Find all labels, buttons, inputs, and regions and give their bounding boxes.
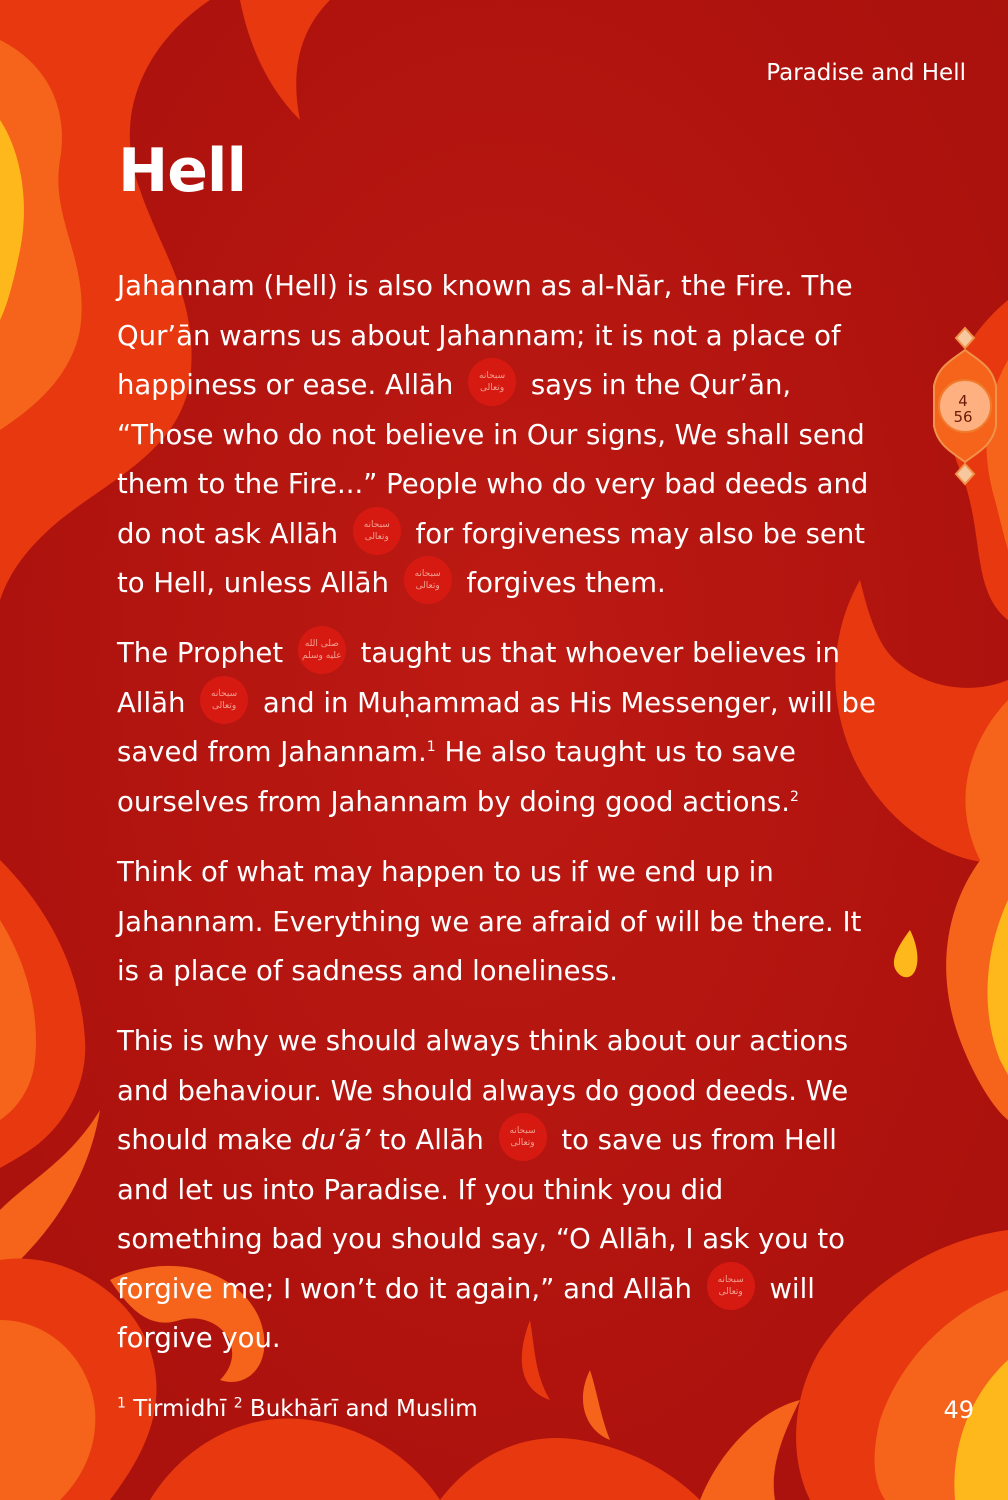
p2-text-2: taught us that whoever believes in Allāh — [117, 637, 840, 719]
flame-bottom-center-right — [440, 1438, 700, 1500]
footnote-mark-1: 1 — [117, 1395, 126, 1412]
running-header: Paradise and Hell — [766, 60, 966, 86]
seal-arabic-text: سبحانه وتعالى — [717, 1274, 744, 1297]
flame-top-middle — [240, 0, 330, 120]
badge-top-diamond — [956, 328, 974, 348]
footnote-1: Tirmidhī — [125, 1396, 234, 1422]
p2-text-1: The Prophet — [117, 637, 284, 669]
footnotes — [117, 1396, 478, 1422]
honorific-seal-swt — [468, 358, 516, 406]
paragraph-4 — [117, 1017, 877, 1364]
p2-text-3: and in Muḥammad as His Messenger, will be saved from Jahannam. — [117, 686, 876, 768]
footnote-2: Bukhārī and Muslim — [242, 1396, 478, 1422]
seal-arabic-text: سبحانه وتعالى — [211, 688, 238, 711]
footnote-ref-2[interactable]: 2 — [789, 788, 799, 805]
page-number: 49 — [943, 1396, 974, 1424]
flame-bottom-wisp-2 — [583, 1370, 610, 1440]
p1-text-3: for forgiveness may also be sent to Hell, unless Allāh — [117, 517, 866, 599]
p4-text-4: will forgive you. — [117, 1272, 815, 1354]
footnote-ref-1[interactable]: 1 — [426, 738, 436, 755]
paragraph-2 — [117, 629, 877, 827]
seal-arabic-text: سبحانه وتعالى — [363, 519, 390, 542]
p1-text-1: Jahannam (Hell) is also known as al-Nār, the Fire. The Qur’ān warns us about Jahannam; it is not a place of happiness or ease. Allāh — [117, 270, 853, 401]
flame-spark — [894, 930, 918, 977]
seal-arabic-text: صلى الله عليه وسلم — [302, 639, 342, 661]
p2-text-4: He also taught us to save ourselves from Jahannam by doing good actions. — [117, 736, 796, 818]
honorific-seal-swt — [200, 676, 248, 724]
honorific-seal-swt — [404, 556, 452, 604]
p1-text-4: forgives them. — [466, 567, 666, 599]
badge-bottom-diamond — [956, 464, 974, 484]
p1-text-2: says in the Qur’ān, “Those who do not believe in Our signs, We shall send them to the Fire...” People who do very bad deeds and do not ask Allāh — [117, 369, 869, 550]
seal-arabic-text: سبحانه وتعالى — [414, 569, 441, 591]
paragraph-1 — [117, 262, 877, 609]
honorific-seal-saw — [298, 626, 346, 674]
honorific-seal-swt — [353, 507, 401, 555]
term-dua: du‘ā’ — [301, 1124, 371, 1156]
ayah-reference — [930, 393, 996, 425]
paragraph-3: Think of what may happen to us if we end up in Jahannam. Everything we are afraid of will be there. It is a place of sadness and loneliness. — [117, 856, 862, 987]
footnote-mark-2: 2 — [233, 1395, 243, 1412]
honorific-seal-swt — [707, 1262, 755, 1310]
p4-text-3: to save us from Hell and let us into Paradise. If you think you did something bad you should say, “O Allāh, I ask you to forgive me; I won’t do it again,” and Allāh — [117, 1124, 845, 1305]
flame-bottom-center — [150, 1418, 440, 1500]
honorific-seal-swt — [499, 1113, 547, 1161]
p4-text-1: This is why we should always think about our actions and behaviour. We should always do good deeds. We should make — [117, 1025, 849, 1156]
surah-number: 4 — [958, 392, 968, 410]
page-title: Hell — [118, 136, 247, 206]
ayah-number: 56 — [953, 408, 973, 426]
seal-arabic-text: سبحانه وتعالى — [479, 371, 506, 393]
seal-arabic-text: سبحانه وتعالى — [509, 1126, 536, 1148]
p4-text-2: to Allāh — [370, 1124, 484, 1156]
flame-bottom-right-tongue — [700, 1400, 800, 1500]
